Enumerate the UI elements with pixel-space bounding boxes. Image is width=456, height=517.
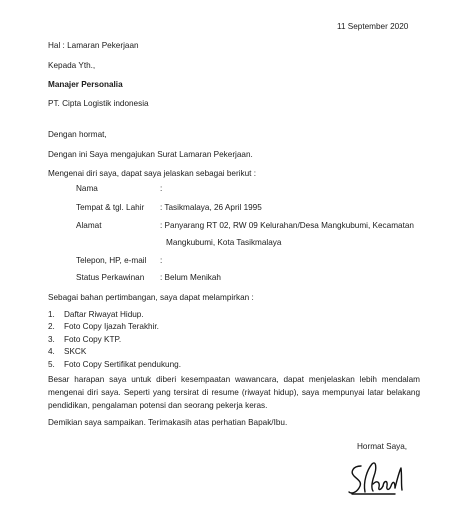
list-item-number: 3. — [48, 335, 55, 344]
biodata-label: Alamat — [76, 221, 102, 230]
letter-date: 11 September 2020 — [337, 22, 409, 31]
closing-paragraph: Demikian saya sampaikan. Terimakasih atas perhatian Bapak/Ibu. — [48, 418, 288, 427]
intro-line: Dengan ini Saya mengajukan Surat Lamaran Pekerjaan. — [48, 150, 253, 159]
biodata-value: : Belum Menikah — [160, 273, 221, 282]
recipient-title: Manajer Personalia — [48, 80, 123, 89]
biodata-value: : — [160, 184, 163, 193]
list-item: Foto Copy Sertifikat pendukung. — [64, 360, 181, 369]
list-item: Daftar Riwayat Hidup. — [64, 310, 144, 319]
biodata-label: Tempat & tgl. Lahir — [76, 203, 145, 212]
list-item-number: 2. — [48, 322, 55, 331]
body-paragraph: Besar harapan saya untuk diberi kesempaatan wawancara, dapat menjelaskan lebih mendalam mengenai diri saya. Seperti yang tersirat di resume (riwayat hidup), saya mempunyai latar belakang pendidikan, pengalaman potensi dan seorang pekerja keras. — [48, 375, 420, 410]
biodata-value-continued: Mangkubumi, Kota Tasikmalaya — [166, 238, 282, 247]
list-item-number: 4. — [48, 347, 55, 356]
letter-subject: Hal : Lamaran Pekerjaan — [48, 41, 139, 50]
list-item-number: 1. — [48, 310, 55, 319]
biodata-value: : — [160, 256, 163, 265]
closing-salutation: Hormat Saya, — [357, 442, 408, 451]
biodata-label: Nama — [76, 184, 98, 193]
biodata-label: Telepon, HP, e-mail — [76, 256, 147, 265]
list-item-number: 5. — [48, 360, 55, 369]
greeting: Dengan hormat, — [48, 130, 107, 139]
biodata-label: Status Perkawinan — [76, 273, 145, 282]
biodata-value: : Tasikmalaya, 26 April 1995 — [160, 203, 262, 212]
intro-line-2: Mengenai diri saya, dapat saya jelaskan sebagai berikut : — [48, 169, 256, 178]
recipient-company: PT. Cipta Logistik indonesia — [48, 99, 149, 108]
list-item: SKCK — [64, 347, 87, 356]
signature-image — [347, 458, 409, 502]
biodata-value: : Panyarang RT 02, RW 09 Kelurahan/Desa Mangkubumi, Kecamatan — [160, 221, 414, 230]
attachments-intro: Sebagai bahan pertimbangan, saya dapat melampirkan : — [48, 293, 254, 302]
recipient-prefix: Kepada Yth., — [48, 61, 96, 70]
list-item: Foto Copy Ijazah Terakhir. — [64, 322, 159, 331]
list-item: Foto Copy KTP. — [64, 335, 122, 344]
